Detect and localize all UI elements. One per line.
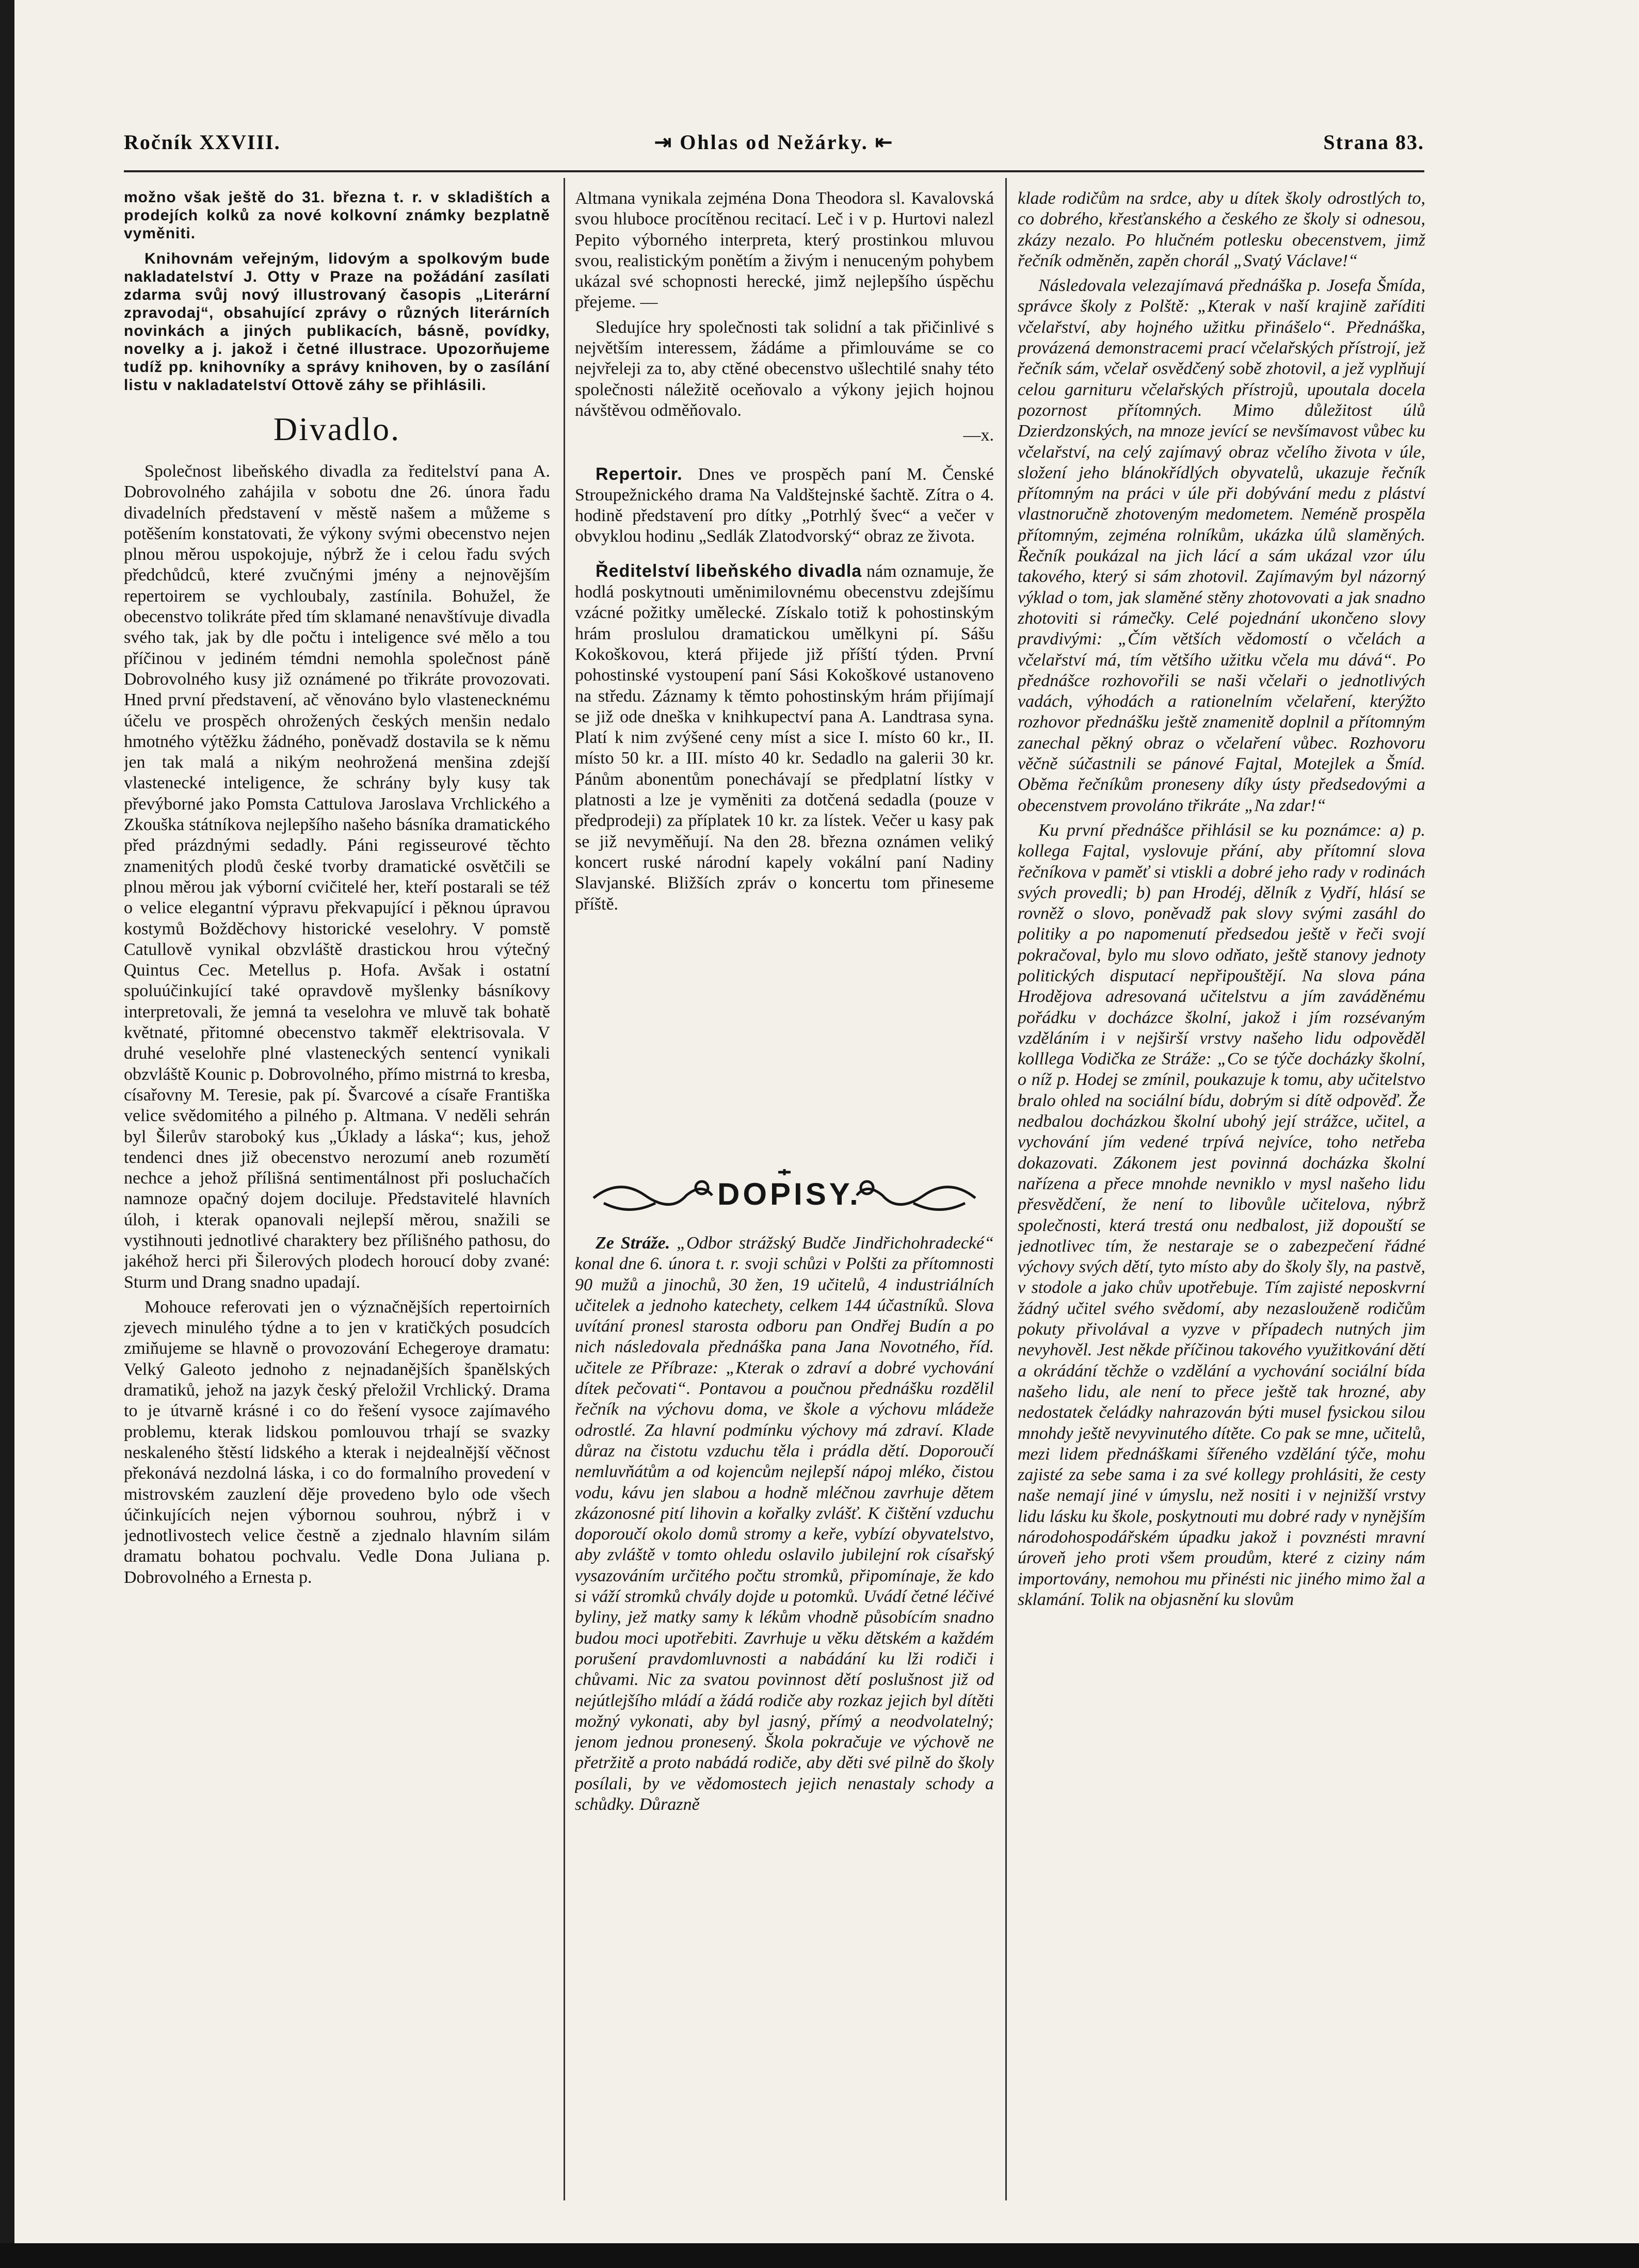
letter-continued: klade rodičům na srdce, aby u dítek školy odrostlých to, co dobrého, křesťanského a českého ze školy si odnesou, zkázy nezalo. Po hlučném potlesku obecenstvem, jimž řečník odměněn, zapěn chorál „Svatý Václave!“	[1018, 189, 1425, 270]
header-rule	[124, 170, 1424, 172]
scan-edge-left	[0, 0, 14, 2268]
letters-heading	[583, 1167, 986, 1224]
theatre-closing: Sledujíce hry společnosti tak solidní a tak přičinlivé s největším interessem, žádáme a přimlouváme se co nejvřeleji za to, aby ctěné obecenstvo ušlechtilé snahy této společnosti náležitě oceňovalo a výkony jejich hojnou návštěvou odměňovalo.	[575, 317, 994, 420]
column-2-top	[575, 188, 994, 1163]
page-header	[124, 130, 1424, 161]
theatre-paragraph-2: Mohouce referovati jen o význačnějších repertoirních zjevech minulého týdne a to jen v kratičkých posudcích zmiňujeme se hlavně o provozování Echegeroye dramatu: Velký Galeoto jednoho z nejnadanějších španělských dramatiků, jehož na jazyk český přeložil Vrchlický. Drama to je útvarně krásné i co do řešení vysoce zajímavého problemu, kterak lidskou pomlouvou trhají se svazky neskaleného štěstí lidského a kterak i nejdealnější věčnost překonává nezdolná láska, i co do formalního provedení v mistrovském zauzlení děje provedeno bylo ode všech účinkujících nejen výbornou souhrou, nýbrž i v jednotlivostech velice čestně a zjednalo hlavním silám dramatu bohatou pochvalu. Vedle Dona Juliana p. Dobrovolného a Ernesta p.	[124, 1297, 550, 1587]
column-1	[124, 188, 550, 2206]
beekeeping-lecture: Následovala velezajímavá přednáška p. Josefa Šmída, správce školy z Polště: „Kterak v naší krajině zaříditi včelařství, aby hojného užitku přinášelo“. Přednáška, provázená demonstracemi prací včelařských přístrojí, jež řečník sám, včelař osvědčený sobě zhotovil, a jež vyplňují celou garnituru včelařských přístrojů, upoutala docela pozornost přítomných. Mimo důležitost úlů Dzierdzonských, na mnoze jevící se nevšímavost vůbec ku včelařství, na celý zajímavý obraz včelího života v úle, složení jeho blánokřídlých obyvatelů, ukazuje řečník přítomným na práci v úle při dobývání medu z pláství vlastnoručně zhotoveným medometem. Neméně prospěla přítomným, zejména rolníkům, ukázka úlů slaměných. Řečník poukázal na jich lácí a sám ukázal vzor úlu takového, který si sám zhotovil. Zajímavým byl názorný výklad o tom, jak slaměné stěny zhotovovati a jak snadno zhotoviti si rámečky. Celé pojednání ukončeno slovy pravdivými: „Čím větších vědomostí o včelách a včelařství má, tím většího užitku včela mu dává“. Po přednášce rozhovořili se naši včelaři o jednotlivých vadách, výhodách a rationelním včelaření, kterýžto rozhovor přednášku ještě znamenitě doplnil a přítomným zanechal pěkný obraz o včelaření vůbec. Rozhovoru věčně súčastnili se pánové Fajtal, Motejlek a Šmíd. Oběma řečníkům proneseny díky ústy předsedovými a obecenstvem provoláno třikráte „Na zdar!“	[1018, 276, 1425, 815]
directorate-title: Ředitelství libeňského divadla	[596, 561, 862, 581]
letter-body: „Odbor strážský Budče Jindřichohradecké“ konal dne 6. února t. r. svoji schůzi v Polšti za přítomnosti 90 mužů a jinochů, 30 žen, 19 učitelů, 4 industriálních učitelek a jednoho katechety, celkem 144 účastníků. Slova uvítání pronesl starosta odboru pan Ondřej Budín a po nich následovala přednáška pana Jana Novotného, říd. učitele ze Příbraze: „Kterak o zdraví a dobré vychování dítek pečovati“. Pontavou a poučnou přednášku rozdělil řečník na výchovu doma, ve škole a výchovu mládeže odrostlé. Za hlavní podmínku výchovy má zdraví. Klade důraz na čistotu vzduchu těla i prádla dětí. Doporoučí nemluvňátům a od kojencům nejlepší nápoj mléko, čistou vodu, kávu jen slabou a hodně mléčnou zavrhuje dětem zkázonosné pití lihovin a kořalky zvlášť. K čištění vzduchu doporoučí okolo domů stromy a keře, vybízí obyvatelstvo, aby zvláště v tomto ohledu oslavilo jubilejní rok císařský vysazováním určitého počtu stromků, připomínaje, že kdo si váží stromků chvály dojde u potomků. Uvádí četné léčivé byliny, jež matky samy k lékům vhodně působícím snadno budou moci upotřebiti. Zavrhuje u věku dětském a každém porušení pravdomluvnosti a nabádání ku lži rodiči i chůvami. Nic za svatou povinnost dětí poslušnost již od nejútlejšího mládí a žádá rodiče aby rozkaz jejich byl dítěti možný vykonati, aby byl jasný, přímý a neodvolatelný; jenom jednou pronesený. Škola pokračuje ve výchově ne přetržitě a proto nabádá rodiče, aby děti své pilně do školy posílali, by ve vědomostech jejich nenastaly schody a schůdky. Důrazně	[575, 1234, 994, 1815]
theatre-paragraph-1: Společnost libeňského divadla za ředitelství pana A. Dobrovolného zahájila v sobotu dne 26. února řadu divadelních představení v městě našem a můžeme s potěšením konstatovati, že výkony svými obecenstvo nejen plnou měrou uspokojuje, nýbrž že i celou řadu svých předchůdců, které zvučnými jmény a nejnovějším repertoirem se vychloubaly, zastínila. Bohužel, že obecenstvo tolikráte před tím sklamané nenavštívuje divadla svého tak, jak by dle počtu i inteligence své mělo a tou příčinou v jediném témdni nemohla společnost páně Dobrovolného kusy již oznámené po třikráte provozovati. Hned první představení, ač věnováno bylo vlastenecknému účelu ve prospěch ohrožených českých menšin nedalo hmotného výtěžku žádného, poněvadž dostavila se k němu jen tak malá a nikým neohrožená menšina zdejší vlastenecké inteligence, že schrány byly kusy tak převýborné jako Pomsta Cattulova Jaroslava Vrchlického a Zkouška státníkova nejlepšího našeho básníka dramatického před prázdnými sedadly. Páni regisseurové těchto znamenitých plodů české tvorby dramatické osvětčili se plnou měrou jak výborní cvičitelé her, kteří postarali se též o velice elegantní výpravu překvapující i pěknou úpravou kostymů Božděchovy historické veselohry. V pomstě Catullově vynikal obzvláště drastickou hrou výtečný Quintus Cec. Metellus p. Hofa. Avšak i ostatní spoluúčinkující také opravdově myšlenky básníkovy interpretovali, že jemná ta veselohra ve mluvě tak bohatě květnaté, přitomné obecenstvo takměř elektrisovala. V druhé veselohře plné vlasteneckých sentencí vynikali obzvláště Kounic p. Dobrovolného, přímo mistrná to kresba, císařovny M. Teresie, pak pí. Švarcové a císaře Františka velice svědomitého a pilného p. Altmana. V neděli sehrán byl Šilerův staroboký kus „Úklady a láska“; kus, jehož tendenci dnes již obecenstvo nerozumí aneb rozumětí nechce a jehož přílišná sentimentálnost při posluchačích namnoze opačný dojem dociluje. Představitelé hlavních úloh, i kterak opanovali nejlepší měrou, snažili se vystihnouti jednotlivé charaktery bez přílišného pathosu, do jakéhož herci při Šilerových plodech horoucí doby zvané: Sturm und Drang snadno upadají.	[124, 462, 550, 1292]
theatre-signature: —x.	[963, 426, 994, 445]
repertoire-title: Repertoir.	[596, 464, 683, 484]
library-notice	[124, 250, 550, 394]
stamp-notice: možno však ještě do 31. března t. r. v skladištích a prodejích kolků za nové kolkovní známky bezplatně vyměniti.	[124, 189, 550, 242]
column-divider-1	[564, 178, 565, 2200]
directorate-notice	[575, 561, 994, 915]
column-2-letters	[575, 1233, 994, 2203]
letters-title: DOPISY.	[717, 1177, 861, 1211]
column-3	[1018, 188, 1425, 2206]
column-divider-2	[1005, 178, 1007, 2200]
masthead-title: ⇥ Ohlas od Nežárky. ⇤	[654, 131, 894, 154]
scan-edge-bottom	[0, 2243, 1639, 2268]
repertoire-body: Dnes ve prospěch paní M. Čenské Stroupežnického drama Na Valdštejnské šachtě. Zítra o 4. hodině představení pro dítky „Potrhlý švec“ a večer v obvyklou hodinu „Sedlák Zlatodvorský“ obraz ze života.	[575, 464, 994, 546]
library-notice-title: Knihovnám veřejným, lidovým a spolkovým	[144, 250, 503, 267]
page-number: Strana 83.	[1323, 131, 1424, 154]
directorate-body: nám oznamuje, že hodlá poskytnouti uměnimilovnému obecenstvu zdejšímu vzácné požitky umělecké. Získalo totiž k pohostinským hrám proslulou dramatickou umělkyni pí. Sášu Kokoškovou, která přijede již příští týden. První pohostinské vystoupení paní Sási Kokoškové ustanoveno na středu. Záznamy k těmto pohostinským hrám přijímají se již ode dneška v knihkupectví pana A. Landtrasa syna. Platí k nim zvýšené ceny míst a sice I. místo 60 kr., II. místo 50 kr. a III. místo 40 kr. Sedadlo na galerii 30 kr. Pánům abonentům ponechávají se předplatní lístky v platnosti a lze je vyměniti za dotčená sedadla (pouze v předprodeji) za příplatek 10 kr. za lístek. Večer u kasy pak se již nevyměňují. Na den 28. března oznámen veliký koncert ruské národní kapely vokální paní Nadiny Slavjanské. Bližších zpráv o koncertu tom přineseme příště.	[575, 561, 994, 914]
theatre-continued: Altmana vynikala zejména Dona Theodora sl. Kavalovská svou hluboce procítěnou recitací. Leč i v p. Hurtovi nalezl Pepito výborného interpreta, který prostinkou mluvou svou, realistickým ponětím a živým i nenuceným pohybem ukázal své schopnosti herecké, jimž nejlepšího úspěchu přejeme. —	[575, 189, 994, 312]
volume-label: Ročník XXVIII.	[124, 131, 281, 154]
theatre-section-title: Divadlo.	[273, 411, 401, 447]
repertoire-notice	[575, 464, 994, 547]
letter-place: Ze Stráže.	[596, 1234, 670, 1253]
letter-straz	[575, 1233, 994, 1815]
discussion-paragraph: Ku první přednášce přihlásil se ku poznámce: a) p. kollega Fajtal, vyslovuje přání, aby přítomní slova řečníkova v paměť si vtiskli a dobré jeho rady v rodinách svých provedli; b) pan Hrodéj, dělník z Vydří, hlásí se rovněž o slovo, poněvadž pak slovy svými zasáhl do politiky a po napomenutí předsedou ještě v řeči svojí pokračoval, bylo mu slovo odňato, ještě stanovy jednoty politických disputací nepřipouštějí. Na slova pána Hrodějova adresovaná učitelstvu a jím zaváděnému pořádku v docházce školní, jakož i jím rozsévaným vzděláním i v nejširší vrstvy našeho lidu odpověděl kolllega Vodička ze Stráže: „Co se týče docházky školní, o níž p. Hodej se zmínil, poukazuje k tomu, aby učitelstvo bralo ohled na sociální bídu, dobrým si dítě odpověď. Že nedbalou docházkou školní ubohý její strážce, učitel, a vychování jím vedené trpívá nejvíce, toho netřeba dokazovati. Zákonem jest povinná docházka školní nařízena a přece mnohde nevniklo v mysl našeho lidu přesvědčení, že není to libovůle učitelova, nýbrž společnosti, která trestá onu nedbalost, již dopouští se jednotlivec tím, že nestaraje se o zabezpečení řádné výchovy svých dětí, tyto místo aby do školy šly, na pastvě, v stodole a jako chův upotřebuje. Tím zajisté neposkvrní žádný učitel svého svědomí, aby nezaslouženě rodičům pokuty přivolával a vyzve v případech nutných jim nevyhověl. Jest někde příčinou takového využitkování dětí a okrádání těchže o vzdělání a vychování sociální bída našeho lidu, ale není to přece ještě tak hrozné, aby nedostatek čeládky nahrazován býti musel fysickou silou mnohdy ještě nevyvinutého dítěte. Co pak se mne, učitelů, mezi lidem přednáškami šířeného vzdělání týče, mohu zajisté za sebe sama i za své kollegy prohlásiti, že cesty naše nemají jiné v úmyslu, než nositi i v nejnižší vrstvy lidu lásku ku škole, poskytnouti mu dobré rady v nynějším národohospodářském úpadku jakož i povznésti mravní úroveň jeho proti všem proudům, které z ciziny nám importovány, nemohou mu přinésti nic jiného mimo žal a sklamání. Tolik na objasnění ku slovům	[1018, 820, 1425, 1609]
library-notice-body: bude nakladatelství J. Otty v Praze na požádání zasílati zdarma svůj nový illustrovaný časopis „Literární zpravodaj“, obsahující zprávy o různých literárních novinkách a jiných publikacích, básně, povídky, novelky a j. jakož i četné illustrace. Upozorňujeme tudíž pp. knihovníky a správy knihoven, by o zasílání listu v nakladatelství Ottově záhy se přihlásili.	[124, 250, 550, 394]
